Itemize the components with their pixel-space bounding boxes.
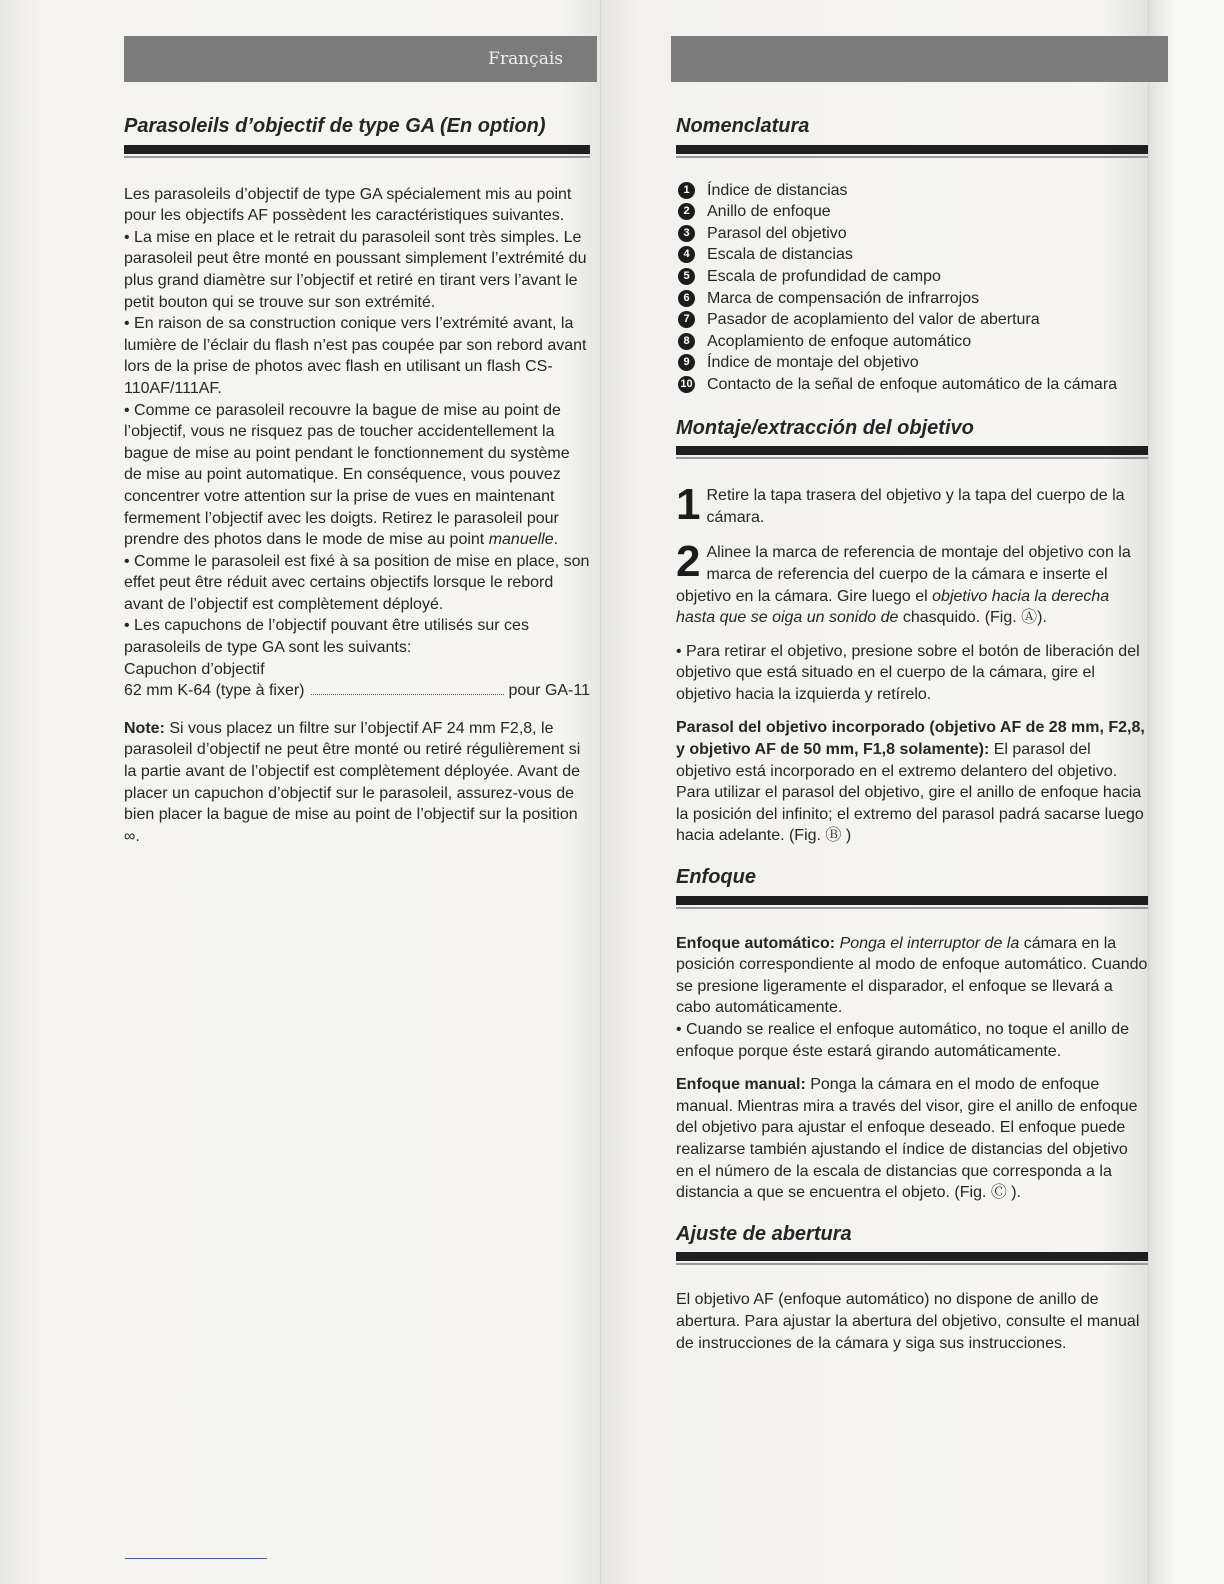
step-text: Alinee la marca de referencia de montaje del objetivo con la marca de referencia del cuerpo de la cámara e inserte el objetivo en la cámara. Gire luego el objetivo hacia la derecha hasta que se oiga un sonido de chasquido. (Fig. Ⓐ). <box>676 544 1131 627</box>
nomenclature-item <box>676 244 1148 266</box>
french-column <box>124 116 590 847</box>
number-badge: 3 <box>678 225 695 242</box>
remove-bullet: • Para retirar el objetivo, presione sobre el botón de liberación del objetivo que está situado en el cuerpo de la cámara, gire el objetivo hacia la izquierda y retírelo. <box>676 641 1148 706</box>
nomenclature-item <box>676 352 1148 374</box>
nomenclature-label: Acoplamiento de enfoque automático <box>707 332 972 350</box>
bullet-item: • Les capuchons de l’objectif pouvant être utilisés sur ces parasoleils de type GA sont les suivants: <box>124 615 590 658</box>
number-badge: 9 <box>678 354 695 371</box>
fold-line <box>1148 0 1149 1584</box>
number-badge: 1 <box>678 182 695 199</box>
autofocus-bullet: • Cuando se realice el enfoque automático, no toque el anillo de enfoque porque éste estará girando automáticamente. <box>676 1019 1148 1062</box>
note-paragraph: Note: Si vous placez un filtre sur l’objectif AF 24 mm F2,8, le parasoleil d’objectif ne peut être monté ou retiré régulièrement si la partie avant de l’objectif est complètement déployée. Avant de placer un capuchon d’objectif sur le parasoleil, assurez-vous de bien placer la bague de mise au point de l’objectif sur la position ∞. <box>124 719 581 845</box>
builtin-hood-paragraph: Parasol del objetivo incorporado (objetivo AF de 28 mm, F2,8, y objetivo AF de 50 mm, F1,8 solamente): El parasol del objetivo está incorporado en el extremo delantero del objetivo. Para utilizar el parasol del objetivo, gire el anillo de enfoque hacia la posición del infinito; el extremo del parasol padrá sacarse luego hacia adelante. (Fig. Ⓑ ) <box>676 719 1145 845</box>
number-badge: 6 <box>678 290 695 307</box>
cap-row <box>124 680 590 702</box>
section-title-aperture: Ajuste de abertura <box>676 1224 1148 1262</box>
aperture-paragraph: El objetivo AF (enfoque automático) no dispone de anillo de abertura. Para ajustar la abertura del objetivo, consulte el manual de instrucciones de la cámara y siga sus instrucciones. <box>676 1291 1140 1352</box>
nomenclature-item <box>676 309 1148 331</box>
number-badge: 8 <box>678 333 695 350</box>
section-title-nomenclature: Nomenclatura <box>676 116 1148 154</box>
nomenclature-item <box>676 223 1148 245</box>
nomenclature-label: Parasol del objetivo <box>707 224 847 242</box>
bullet-item: • La mise en place et le retrait du parasoleil sont très simples. Le parasoleil peut être monté en poussant simplement l’extrémité du plus grand diamètre sur l’objectif et retiré en tirant vers l’avant le petit bouton qui se trouve sur son extrémité. <box>124 227 590 313</box>
footer-rule <box>125 1558 267 1559</box>
nomenclature-label: Escala de distancias <box>707 246 853 264</box>
step-number: 1 <box>676 480 701 530</box>
number-badge: 10 <box>678 376 695 393</box>
nomenclature-label: Pasador de acoplamiento del valor de abertura <box>707 311 1040 329</box>
nomenclature-label: Índice de montaje del objetivo <box>707 354 919 372</box>
spanish-column <box>676 116 1148 1354</box>
intro-paragraph: Les parasoleils d’objectif de type GA spécialement mis au point pour les objectifs AF possèdent les caractéristiques suivantes. <box>124 185 572 225</box>
number-badge: 7 <box>678 311 695 328</box>
nomenclature-label: Escala de profundidad de campo <box>707 267 941 285</box>
number-badge: 4 <box>678 246 695 263</box>
section-title-focus: Enfoque <box>676 867 1148 905</box>
language-label: Français <box>488 49 563 69</box>
bullet-item: • Comme ce parasoleil recouvre la bague de mise au point de l’objectif, vous ne risquez pas de toucher accidentellement la bague de mise au point pendant le fonctionnement du système de mise au point automatique. En conséquence, vous pouvez concentrer votre attention sur la prise de vues en maintenant fermement l’objectif avec les doigts. Retirez le parasoleil pour prendre des photos dans le mode de mise au point manuelle. <box>124 400 590 551</box>
nomenclature-label: Índice de distancias <box>707 181 848 199</box>
autofocus-paragraph: Enfoque automático: Ponga el interruptor de la cámara en la posición correspondiente al modo de enfoque automático. Cuando se presione ligeramente el disparador, el enfoque se llevará a cabo automáticamente. <box>676 934 1148 1017</box>
fold-line <box>600 0 601 1584</box>
cap-value: pour GA-11 <box>508 682 590 700</box>
nomenclature-list <box>676 180 1148 396</box>
nomenclature-item <box>676 374 1148 396</box>
nomenclature-label: Contacto de la señal de enfoque automático de la cámara <box>707 375 1118 393</box>
nomenclature-item <box>676 201 1148 223</box>
header-bar-right <box>671 36 1168 82</box>
language-header-bar <box>124 36 597 82</box>
nomenclature-label: Anillo de enfoque <box>707 203 831 221</box>
bullet-item: • Comme le parasoleil est fixé à sa position de mise en place, son effet peut être réduit avec certains objectifs lorsque le rebord avant de l’objectif est complètement déployé. <box>124 551 590 616</box>
step-text: Retire la tapa trasera del objetivo y la tapa del cuerpo de la cámara. <box>706 487 1125 526</box>
number-badge: 5 <box>678 268 695 285</box>
note-label: Note: <box>124 719 165 737</box>
nomenclature-item <box>676 288 1148 310</box>
cap-header: Capuchon d’objectif <box>124 660 265 678</box>
step-number: 2 <box>676 537 701 587</box>
step-1 <box>676 480 1148 530</box>
nomenclature-item <box>676 180 1148 202</box>
nomenclature-item <box>676 331 1148 353</box>
nomenclature-label: Marca de compensación de infrarrojos <box>707 289 980 307</box>
step-2 <box>676 537 1148 628</box>
nomenclature-item <box>676 266 1148 288</box>
bullet-item: • En raison de sa construction conique vers l’extrémité avant, la lumière de l’éclair du flash n’est pas coupée par son rebord avant lors de la prise de photos avec flash en utilisant un flash CS-110AF/111AF. <box>124 313 590 399</box>
section-title-mounting: Montaje/extracción del objetivo <box>676 418 1148 456</box>
number-badge: 2 <box>678 203 695 220</box>
section-title-lens-hoods: Parasoleils d’objectif de type GA (En option) <box>124 116 590 154</box>
cap-item: 62 mm K-64 (type à fixer) <box>124 682 305 700</box>
manual-focus-paragraph: Enfoque manual: Ponga la cámara en el modo de enfoque manual. Mientras mira a través del visor, gire el anillo de enfoque del objetivo para ajustar el enfoque deseado. El enfoque puede realizarse también ajustando el índice de distancias del objetivo en el número de la escala de distancias que corresponda a la distancia a que se encuentra el objeto. (Fig. Ⓒ ). <box>676 1076 1138 1202</box>
